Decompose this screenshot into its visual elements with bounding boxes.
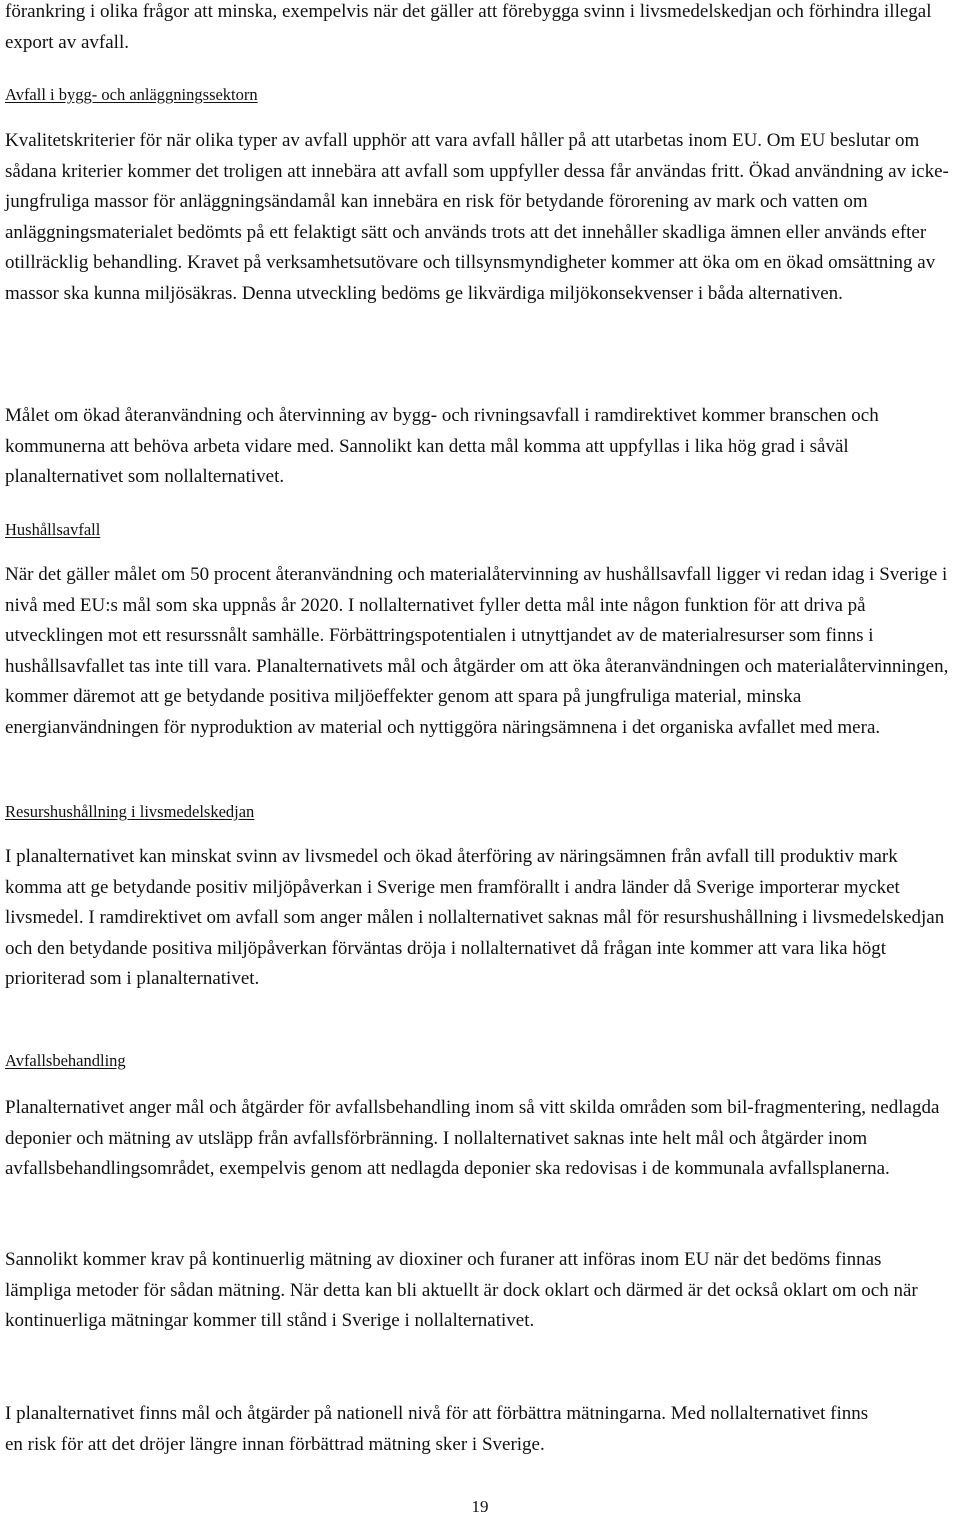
- heading-resurshushallning: Resurshushållning i livsmedelskedjan: [5, 802, 255, 821]
- paragraph-intro-continuation: förankring i olika frågor att minska, exempelvis när det gäller att förebygga svinn i livsmedelskedjan och förhindra illegal export av avfall.: [5, 1, 932, 53]
- heading-avfallsbehandling: Avfallsbehandling: [5, 1051, 126, 1070]
- paragraph-bygg-rivningsavfall: Målet om ökad återanvändning och återvinning av bygg- och rivningsavfall i ramdirektivet kommer branschen och kommunerna att behöva arbeta vidare med. Sannolikt kan detta mål komma att uppfyllas i lika hög grad i såväl planalternativet som nollalternativet.: [5, 405, 879, 488]
- heading-hushallsavfall: Hushållsavfall: [5, 520, 101, 539]
- paragraph-resurshushallning: I planalternativet kan minskat svinn av livsmedel och ökad återföring av näringsämnen från avfall till produktiv mark komma att ge betydande positiv miljöpåverkan i Sverige men framförallt i andra länder då Sverige importerar mycket livsmedel. I ramdirektivet om avfall som anger målen i nollalternativet saknas mål för resurshushållning i livsmedelskedjan och den betydande positiva miljöpåverkan förväntas dröja i nollalternativet då frågan inte kommer att vara lika högt prioriterad som i planalternativet.: [5, 846, 945, 990]
- paragraph-bygg-kvalitetskriterier: Kvalitetskriterier för när olika typer av avfall upphör att vara avfall håller på att utarbetas inom EU. Om EU beslutar om sådana kriterier kommer det troligen att innebära att avfall som uppfyller dessa får användas fritt. Ökad användning av icke-jungfruliga massor för anläggningsändamål kan innebära en risk för betydande förorening av mark och vatten om anläggningsmaterialet bedömts på ett felaktigt sätt och används trots att det innehåller skadliga ämnen eller används efter otillräcklig behandling. Kravet på verksamhetsutövare och tillsynsmyndigheter kommer att öka om en ökad omsättning av massor ska kunna miljösäkras. Denna utveckling bedöms ge likvärdiga miljökonsekvenser i båda alternativen.: [5, 130, 949, 304]
- heading-bygg-och-anlaggning: Avfall i bygg- och anläggningssektorn: [5, 85, 258, 104]
- paragraph-hushallsavfall: När det gäller målet om 50 procent återanvändning och materialåtervinning av hushållsavfall ligger vi redan idag i Sverige i nivå med EU:s mål som ska uppnås år 2020. I nollalternativet fyller detta mål inte någon funktion för att driva på utvecklingen mot ett resurssnålt samhälle. Förbättringspotentialen i utnyttjandet av de materialresurser som finns i hushållsavfallet tas inte till vara. Planalternativets mål och åtgärder om att öka återanvändningen och materialåtervinningen, kommer däremot att ge betydande positiva miljöeffekter genom att spara på jungfruliga material, minska energianvändningen för nyproduktion av material och nyttiggöra näringsämnena i det organiska avfallet med mera.: [5, 564, 949, 738]
- paragraph-avfallsbehandling-mal: Planalternativet anger mål och åtgärder för avfallsbehandling inom så vitt skilda områden som bil-fragmentering, nedlagda deponier och mätning av utsläpp från avfallsförbränning. I nollalternativet saknas inte helt mål och åtgärder inom avfallsbehandlingsområdet, exempelvis genom att nedlagda deponier ska redovisas i de kommunala avfallsplanerna.: [5, 1097, 940, 1180]
- paragraph-dioxiner-furaner: Sannolikt kommer krav på kontinuerlig mätning av dioxiner och furaner att införas inom EU när det bedöms finnas lämpliga metoder för sådan mätning. När detta kan bli aktuellt är dock oklart och därmed är det också oklart om och när kontinuerliga mätningar kommer till stånd i Sverige i nollalternativet.: [5, 1249, 918, 1332]
- page-number: 19: [471, 1497, 489, 1516]
- paragraph-matning-nationell: I planalternativet finns mål och åtgärder på nationell nivå för att förbättra mätningarna. Med nollalternativet finns en risk för att det dröjer längre innan förbättrad mätning sker i Sverige.: [5, 1403, 869, 1455]
